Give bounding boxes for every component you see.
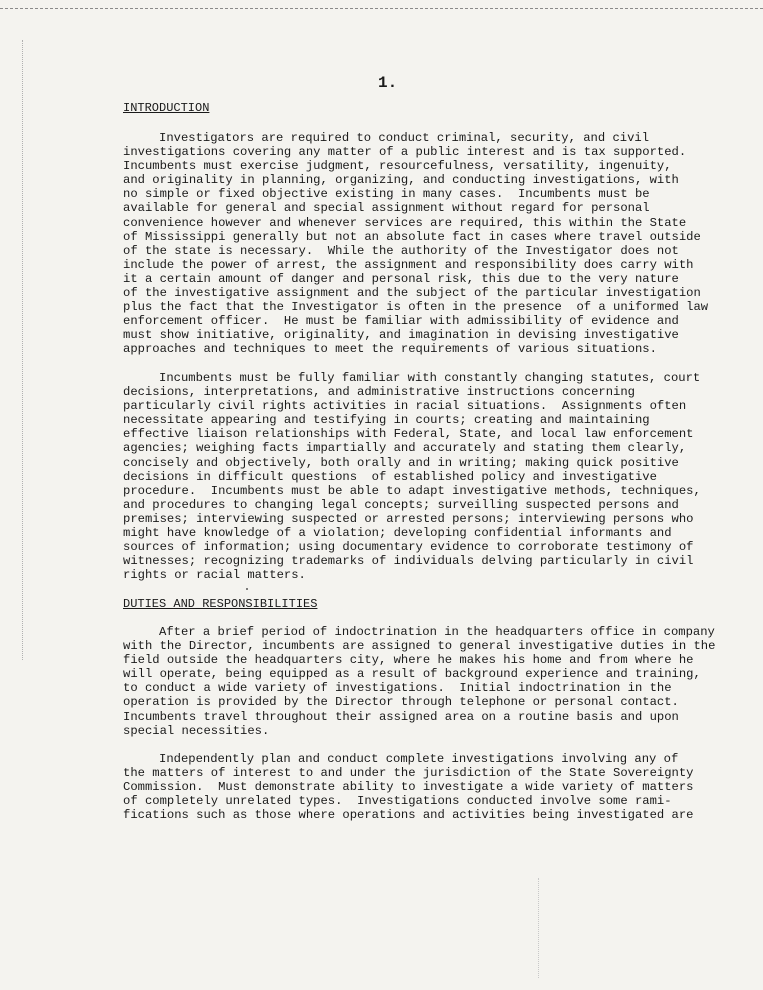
text-line: will operate, being equipped as a result of background experience and training, <box>123 667 701 682</box>
text-line: of Mississippi generally but not an absolute fact in cases where travel outside <box>123 229 701 244</box>
text-line: no simple or fixed objective existing in many cases. Incumbents must be <box>123 187 650 202</box>
text-line: available for general and special assignment without regard for personal <box>123 201 650 216</box>
duties-paragraph-2 <box>123 752 698 822</box>
text-line: include the power of arrest, the assignment and responsibility does carry with <box>123 257 694 272</box>
text-line: premises; interviewing suspected or arrested persons; interviewing persons who <box>123 511 694 526</box>
duties-heading: DUTIES AND RESPONSIBILITIES <box>123 597 318 611</box>
text-line: Incumbents must be fully familiar with constantly changing statutes, court <box>159 371 701 385</box>
text-line: concisely and objectively, both orally and in writing; making quick positive <box>123 455 679 470</box>
text-line: the matters of interest to and under the jurisdiction of the State Sovereignty <box>123 766 694 781</box>
page-number: 1. <box>378 74 398 92</box>
stray-mark <box>246 588 248 590</box>
text-line: procedure. Incumbents must be able to adapt investigative methods, techniques, <box>123 483 701 498</box>
text-line: of completely unrelated types. Investigations conducted involve some rami- <box>123 794 672 809</box>
text-line: fications such as those where operations and activities being investigated are <box>123 808 694 823</box>
page-left-margin-marks <box>22 40 23 660</box>
text-line: particularly civil rights activities in racial situations. Assignments often <box>123 399 687 414</box>
text-line: Incumbents must exercise judgment, resourcefulness, versatility, ingenuity, <box>123 159 672 174</box>
text-line: witnesses; recognizing trademarks of individuals delving particularly in civil <box>123 554 694 569</box>
text-line: of the state is necessary. While the authority of the Investigator does not <box>123 243 679 258</box>
introduction-paragraph-1 <box>123 131 709 357</box>
text-line: and procedures to changing legal concepts; surveilling suspected persons and <box>123 497 679 512</box>
text-line: of the investigative assignment and the subject of the particular investigation <box>123 286 701 301</box>
text-line: sources of information; using documentary evidence to corroborate testimony of <box>123 540 694 555</box>
text-line: effective liaison relationships with Federal, State, and local law enforcement <box>123 427 694 442</box>
text-line: operation is provided by the Director through telephone or personal contact. <box>123 695 679 710</box>
page-bottom-marks <box>538 878 569 978</box>
text-line: convenience however and whenever services are required, this within the State <box>123 215 687 230</box>
text-line: it a certain amount of danger and personal risk, this due to the very nature <box>123 271 679 286</box>
text-line: field outside the headquarters city, where he makes his home and from where he <box>123 653 694 668</box>
text-line: approaches and techniques to meet the requirements of various situations. <box>123 342 657 357</box>
text-line: investigations covering any matter of a public interest and is tax supported. <box>123 145 687 160</box>
introduction-paragraph-2 <box>123 371 701 583</box>
text-line: agencies; weighing facts impartially and accurately and stating them clearly, <box>123 441 687 456</box>
text-line: After a brief period of indoctrination in the headquarters office in company <box>159 625 715 639</box>
text-line: must show initiative, originality, and imagination in devising investigative <box>123 328 679 343</box>
text-line: to conduct a wide variety of investigations. Initial indoctrination in the <box>123 681 672 696</box>
text-line: decisions in difficult questions of established policy and investigative <box>123 469 657 484</box>
text-line: rights or racial matters. <box>123 568 306 583</box>
introduction-heading: INTRODUCTION <box>123 101 210 115</box>
text-line: with the Director, incumbents are assigned to general investigative duties in the <box>123 639 716 654</box>
text-line: plus the fact that the Investigator is often in the presence of a uniformed law <box>123 300 709 315</box>
duties-paragraph-1 <box>123 625 716 738</box>
text-line: decisions, interpretations, and administrative instructions concerning <box>123 385 635 400</box>
text-line: Incumbents travel throughout their assigned area on a routine basis and upon <box>123 709 679 724</box>
text-line: special necessities. <box>123 723 270 738</box>
text-line: enforcement officer. He must be familiar with admissibility of evidence and <box>123 314 679 329</box>
text-line: and originality in planning, organizing, and conducting investigations, with <box>123 173 679 188</box>
text-line: might have knowledge of a violation; developing confidential informants and <box>123 526 672 541</box>
text-line: Commission. Must demonstrate ability to investigate a wide variety of matters <box>123 780 694 795</box>
text-line: Investigators are required to conduct criminal, security, and civil <box>159 131 650 145</box>
page-top-edge <box>0 8 763 9</box>
text-line: necessitate appearing and testifying in courts; creating and maintaining <box>123 413 650 428</box>
text-line: Independently plan and conduct complete investigations involving any of <box>159 752 679 766</box>
